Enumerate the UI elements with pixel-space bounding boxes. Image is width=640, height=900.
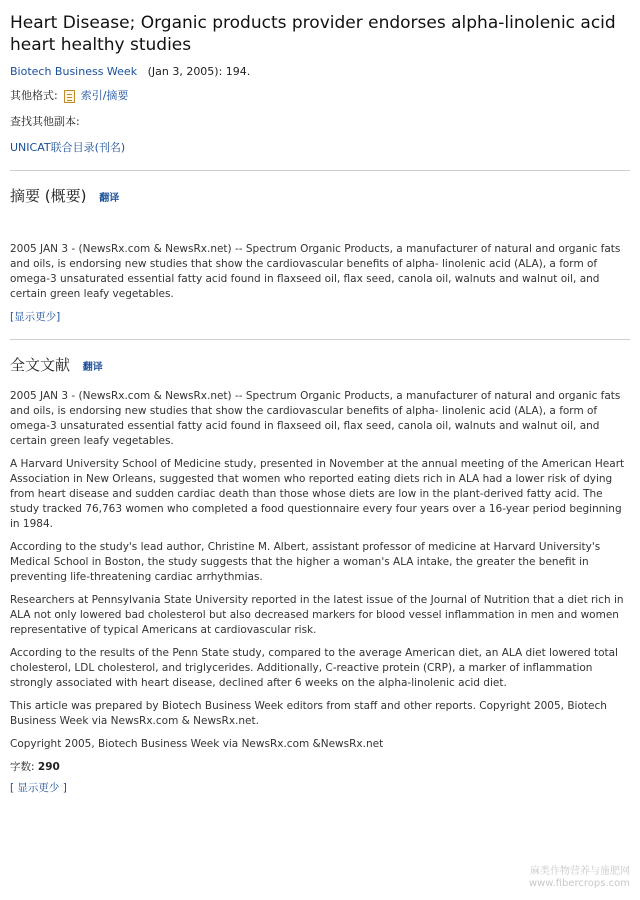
word-count bbox=[10, 760, 630, 775]
watermark-line-url: www.fibercrops.com bbox=[528, 878, 630, 889]
fulltext-section bbox=[10, 354, 630, 796]
abstract-heading-text: 摘要 (概要) bbox=[10, 187, 87, 205]
fulltext-paragraph: A Harvard University School of Medicine study, presented in November at the annual meeting of the American Heart Association in New Orleans, suggested that women who reported eating diets rich in ALA had a lower risk of dying from heart disease and sudden cardiac death than those whose diets are low in the plant-derived fatty acid. The study tracked 76,763 women who completed a food questionnaire every four years over a 16-year period beginning in 1984. bbox=[10, 458, 625, 530]
fulltext-heading bbox=[10, 354, 630, 375]
fulltext-heading-text: 全文文献 bbox=[10, 356, 71, 374]
fulltext-show-less-link[interactable]: [ 显示更少 ] bbox=[10, 782, 67, 794]
divider bbox=[10, 339, 630, 340]
find-copies-label: 查找其他副本: bbox=[10, 115, 80, 128]
site-watermark bbox=[529, 866, 630, 890]
article-title: Heart Disease; Organic products provider endorses alpha-linolenic acid heart healthy studies bbox=[10, 13, 616, 55]
other-formats-label: 其他格式: bbox=[10, 89, 58, 102]
article-citation bbox=[10, 64, 630, 80]
fulltext-paragraph: According to the study's lead author, Christine M. Albert, assistant professor of medicine at Harvard University's Medical School in Boston, the study suggests that the higher a woman's ALA intake, the greater the benefit in preventing life-threatening cardiac arrhythmias. bbox=[10, 541, 601, 583]
other-formats-row bbox=[10, 88, 630, 104]
unicat-row bbox=[10, 140, 630, 156]
watermark-line-cn: 麻类作物营养与施肥网 bbox=[530, 866, 630, 877]
source-link[interactable]: Biotech Business Week bbox=[10, 65, 138, 78]
citation-text: (Jan 3, 2005): 194. bbox=[147, 65, 251, 78]
find-copies-row bbox=[10, 114, 630, 130]
unicat-link[interactable]: UNICAT联合目录(刊名) bbox=[10, 141, 126, 154]
fulltext-paragraph: According to the results of the Penn State study, compared to the average American diet, an ALA diet lowered total cholesterol, LDL cholesterol, and triglycerides. Additionally, C-reactive protein (CRP), a marker of inflammation strongly associated with heart disease, declined after 6 weeks on the alpha-linolenic acid diet. bbox=[10, 647, 618, 689]
abstract-show-less-link[interactable]: [显示更少] bbox=[10, 311, 61, 323]
fulltext-translate-link[interactable]: 翻译 bbox=[82, 362, 103, 373]
word-count-label: 字数: bbox=[10, 761, 35, 773]
fulltext-paragraph: Copyright 2005, Biotech Business Week via NewsRx.com &NewsRx.net bbox=[10, 738, 384, 750]
fulltext-paragraph: This article was prepared by Biotech Business Week editors from staff and other reports. Copyright 2005, Biotech Business Week via NewsRx.com & NewsRx.net. bbox=[10, 700, 607, 727]
abstract-translate-link[interactable]: 翻译 bbox=[99, 193, 120, 204]
fulltext-paragraph: Researchers at Pennsylvania State University reported in the latest issue of the Journal of Nutrition that a diet rich in ALA not only lowered bad cholesterol but also decreased markers for blood vessel inflammation in men and women representative of typical Americans at cardiovascular risk. bbox=[10, 594, 624, 636]
document-icon[interactable] bbox=[64, 90, 75, 103]
fulltext-paragraph: 2005 JAN 3 - (NewsRx.com & NewsRx.net) -- Spectrum Organic Products, a manufacturer of natural and organic fats and oils, is endorsing new studies that show the cardiovascular benefits of alpha- linolenic acid (ALA), a form of omega-3 unsaturated essential fatty acid found in flaxseed oil, flax seed, canola oil, walnuts and walnut oil, and certain green leafy vegetables. bbox=[10, 390, 621, 447]
abstract-section bbox=[10, 185, 630, 325]
index-abstract-link[interactable]: 索引/摘要 bbox=[80, 89, 129, 102]
divider bbox=[10, 170, 630, 171]
word-count-value: 290 bbox=[37, 761, 60, 773]
abstract-heading bbox=[10, 185, 630, 206]
abstract-text: 2005 JAN 3 - (NewsRx.com & NewsRx.net) -- Spectrum Organic Products, a manufacturer of natural and organic fats and oils, is endorsing new studies that show the cardiovascular benefits of alpha- linolenic acid (ALA), a form of omega-3 unsaturated essential fatty acid found in flaxseed oil, flax seed, canola oil, walnuts and walnut oil, and certain green leafy vegetables. bbox=[10, 243, 621, 300]
